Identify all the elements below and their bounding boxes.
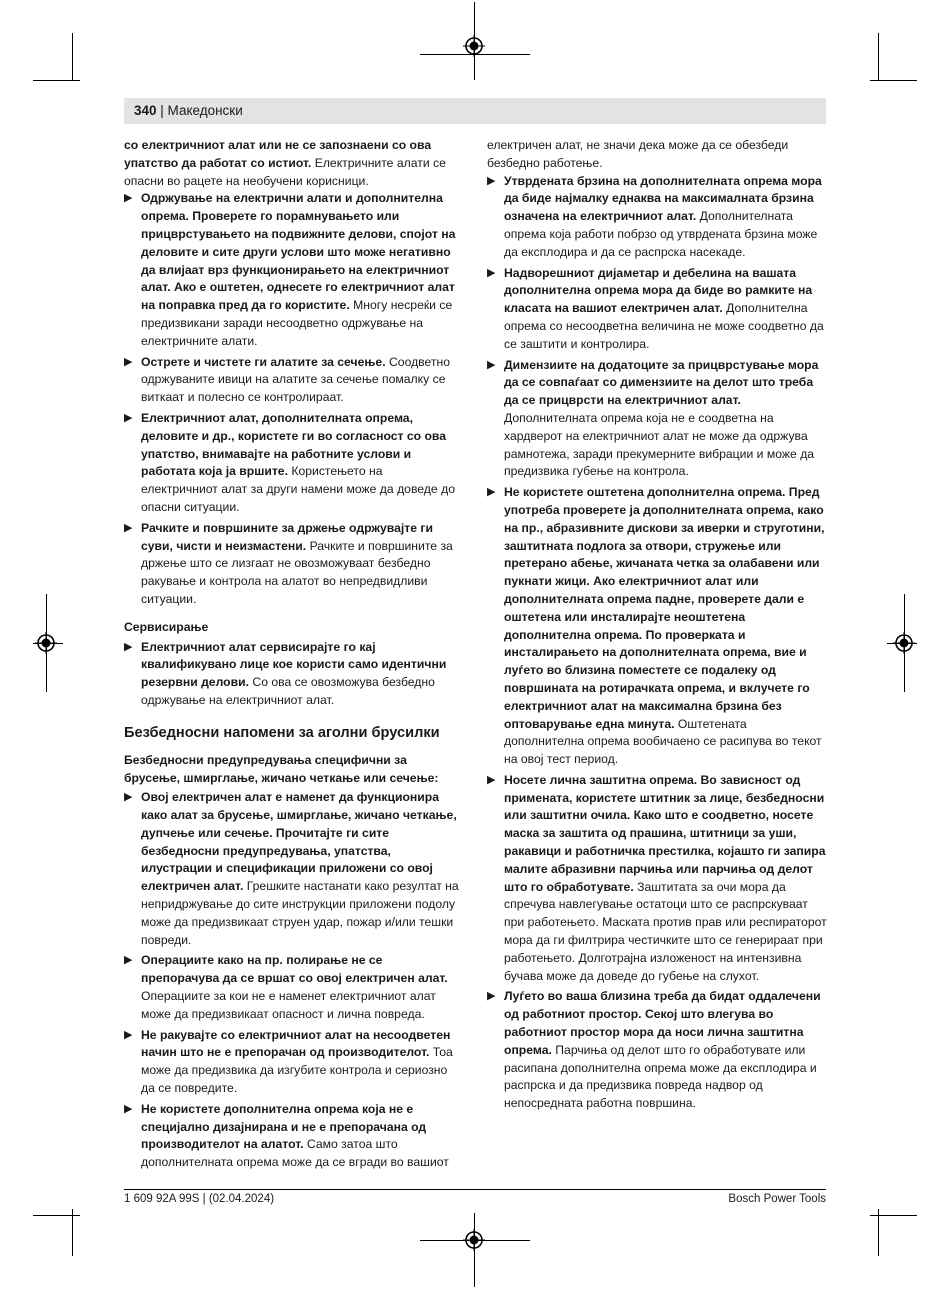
list-item-bold: Димензиите на додатоците за прицврстување мора да се совпаѓаат со димензиите на делот што треба да се прицврсти на електричниот алат. (504, 357, 819, 408)
list-item-bold: Не користете оштетена дополнителна опрема. Пред употреба проверете ја дополнителната опрема, како на пр., абразивните дискови за иверки и струготини, заштитната подлога за отвори, стружење или претерано абење, жичаната четка за олабавени или пукнати жици. Ако електричниот алат или дополнителната опрема падне, проверете дали е оштетена или инсталирајте неоштетена дополнителна опрема. По проверката и инсталирањето на дополнителната опрема, вие и луѓето во близина поместете се подалеку од површината на ротирачката опрема, и вклучете го електричниот алат на максимална брзина без оптоварување една минута. (504, 485, 825, 731)
list-item-normal: Многу несреќи се предизвикани заради несоодветно одржување на електричните алати. (141, 298, 453, 348)
list-item-normal: Дополнителна опрема со несоодветна величина не може соодветно да се заштити и контролира. (504, 301, 824, 351)
list-item (487, 265, 827, 354)
list-item-normal: Со ова се овозможува безбедно одржување на електричниот алат. (141, 675, 435, 707)
list-item-normal: Соодветно одржуваните ивици на алатите за сечење помалку се виткаат и полесно се контролираат. (141, 354, 450, 405)
list-item-normal: Операциите за кои не е наменет електричниот алат може да предизвикаат опасност и лична повреда. (141, 989, 436, 1021)
list-item-normal: Рачките и површините за држење што се лизгаат не овозможуваат безбедно ракување и контрола на алатот во непредвидливи ситуации. (141, 538, 453, 606)
crop-mark (878, 33, 879, 80)
list-item-bold: Носете лична заштитна опрема. Во зависност од примената, користете штитник за лице, безбедносни или заштитни очила. Како што е соодветно, носете маска за заштита од прашина, штитници за уши, ракавици и работничка престилка, којашто ги запира малите абразивни парчиња или парчиња од делот што го обработувате. (504, 772, 826, 894)
list-item-bold: Не користете дополнителна опрема која не е специјално дизајнирана и не е препорачана од производителот на алатот. (141, 1101, 427, 1152)
page-number: 340 (134, 103, 157, 118)
list-item (124, 952, 462, 1023)
list-item-normal: Заштитата за очи мора да спречува навлегување остатоци што се распрскуваат при работењето. Маската против прав или респираторот мора да ги филтрира честичките што се генерираат при работењето. Долготрајна изложеност на интензивна бучава може да доведе до губење на слухот. (504, 879, 827, 983)
bullet-arrow-icon: ▶ (124, 791, 133, 804)
bullet-arrow-icon: ▶ (487, 773, 496, 786)
list-item-normal: Само затоа што дополнителната опрема може да се вгради во вашиот (141, 1137, 449, 1170)
registration-target-icon (35, 632, 57, 654)
list-item-normal: Тоа може да предизвика да изгубите контрола и сериозно да се повредите. (141, 1045, 453, 1096)
registration-target-icon (463, 35, 485, 57)
bullet-arrow-icon: ▶ (124, 954, 133, 967)
list-item-bold: Електричниот алат, дополнителната опрема, деловите и др., користете ги во согласност со ова упатство, внимавајте на работните услови и работата која ја вршите. (141, 410, 447, 479)
list-item-normal: Дополнителната опрема која не е соодветна на хардверот на електричниот алат не може да одржува рамнотежа, заради прекумерните вибрации и може да предизвика губење на контрола. (504, 410, 815, 479)
list-item (124, 1101, 462, 1172)
bullet-arrow-icon: ▶ (124, 1102, 133, 1115)
header-language: Македонски (167, 103, 243, 118)
list-item-normal: Дополнителната опрема која работи побрзо од утврдената брзина може да експлодира и да се распрска насекаде. (504, 209, 818, 259)
bullet-arrow-icon: ▶ (487, 174, 496, 187)
list-item-bold: Електричниот алат сервисирајте го кај квалификувано лице кое користи само идентични резервни делови. (141, 639, 447, 690)
list-item (487, 173, 827, 262)
bullet-arrow-icon: ▶ (124, 640, 133, 653)
footer-document-number: 1 609 92A 99S | (02.04.2024) (124, 1193, 275, 1205)
list-item-bold: Острете и чистете ги алатите за сечење. (141, 354, 386, 369)
bullet-list (124, 789, 462, 1172)
list-item (124, 354, 462, 407)
footer-brand: Bosch Power Tools (728, 1193, 826, 1205)
bullet-list (124, 639, 462, 710)
list-item (124, 410, 462, 517)
bullet-arrow-icon: ▶ (124, 411, 133, 424)
bullet-arrow-icon: ▶ (487, 358, 496, 371)
list-item (124, 639, 462, 710)
crop-mark (72, 33, 73, 80)
crop-mark (878, 1209, 879, 1256)
paragraph-bold: со електричниот алат или не се запознаени со ова упатство да работат со истиот. (124, 138, 432, 170)
list-item-bold: Луѓето во ваша близина треба да бидат оддалечени од работниот простор. Секој што влегува во работниот простор мора да носи лична заштитна опрема. (504, 989, 821, 1057)
bullet-arrow-icon: ▶ (124, 1028, 133, 1041)
bullet-arrow-icon: ▶ (124, 355, 133, 368)
section-title: Безбедносни напомени за аголни брусилки (124, 724, 440, 741)
section-intro: Безбедносни предупредувања специфични за брусење, шмирглање, жичано четкање или сечење: (124, 752, 439, 785)
registration-target-icon (463, 1229, 485, 1251)
crop-mark (33, 80, 80, 81)
list-item-normal: Користењето на електричниот алат за други намени може да доведе до опасни ситуации. (141, 464, 455, 514)
list-item-bold: Одржување на електрични алати и дополнителна опрема. Проверете го порамнувањето или прицврстувањето на подвижните делови, спојот на деловите и сите други услови што може негативно да влијаат врз функционирањето на електричниот алат. Ако е оштетен, однесете го електричниот алат на поправка пред да го користите. (141, 191, 456, 313)
bullet-list (124, 190, 462, 608)
list-item-bold: Операциите како на пр. полирање не се препорачува да се вршат со овој електричен алат. (141, 953, 448, 986)
list-item (124, 520, 462, 609)
header-separator: | (156, 103, 168, 118)
crop-mark (72, 1209, 73, 1256)
list-item-bold: Овој електричен алат е наменет да функционира како алат за брусење, шмирглање, жичано четкање, дупчење или сечење. Прочитајте ги сите безбедносни предупредувања, упатства, илустрации и спецификации приложени со овој електричен алат. (141, 790, 457, 894)
crop-mark (870, 80, 917, 81)
list-item-normal: Грешките настанати како резултат на непридржување до сите инструкции приложени подолу може да предизвикаат струен удар, пожар и/или тешки повреди. (141, 879, 459, 947)
crop-mark (33, 1215, 80, 1216)
list-item (487, 357, 827, 482)
list-item (124, 1027, 462, 1098)
list-item (487, 484, 827, 769)
list-item-bold: Не ракувајте со електричниот алат на несоодветен начин што не е препорачан од производителот. (141, 1027, 451, 1060)
list-item-bold: Надворешниот дијаметар и дебелина на вашата дополнителна опрема мора да биде во рамките на класата на вашиот електричен алат. (504, 265, 813, 316)
service-heading: Сервисирање (124, 619, 209, 634)
paragraph-normal: Електричните алати се опасни во рацете на необучени корисници. (124, 155, 446, 188)
bullet-arrow-icon: ▶ (124, 192, 133, 205)
header-text (134, 103, 243, 119)
bullet-arrow-icon: ▶ (487, 990, 496, 1003)
bullet-arrow-icon: ▶ (487, 266, 496, 279)
continuation-paragraph: електричен алат, не значи дека може да се обезбеди безбедно работење. (487, 138, 789, 170)
right-column (487, 137, 827, 1116)
continuation-paragraph (124, 137, 462, 190)
page-header (124, 98, 826, 124)
footer-rule (124, 1189, 826, 1190)
list-item (124, 789, 462, 949)
list-item (124, 190, 462, 350)
list-item (487, 988, 827, 1113)
list-item-bold: Рачките и површините за држење одржувајте ги суви, чисти и неизмастени. (141, 520, 433, 553)
left-column (124, 137, 462, 1175)
bullet-arrow-icon: ▶ (124, 521, 133, 534)
list-item-normal: Парчиња од делот што го обработувате или расипана дополнителна опрема може да експлодира и распрска и да предизвика повреда надвор од непосредната работна површина. (504, 1042, 817, 1111)
list-item-bold: Утврдената брзина на дополнителната опрема мора да биде најмалку еднаква на максималната брзина означена на електричниот алат. (504, 173, 822, 224)
bullet-arrow-icon: ▶ (487, 486, 496, 499)
list-item (487, 772, 827, 986)
registration-target-icon (893, 632, 915, 654)
crop-mark (870, 1215, 917, 1216)
list-item-normal: Оштетената дополнителна опрема вообичаено се расипува во текот на овој тест период. (504, 716, 822, 767)
bullet-list (487, 173, 827, 1113)
